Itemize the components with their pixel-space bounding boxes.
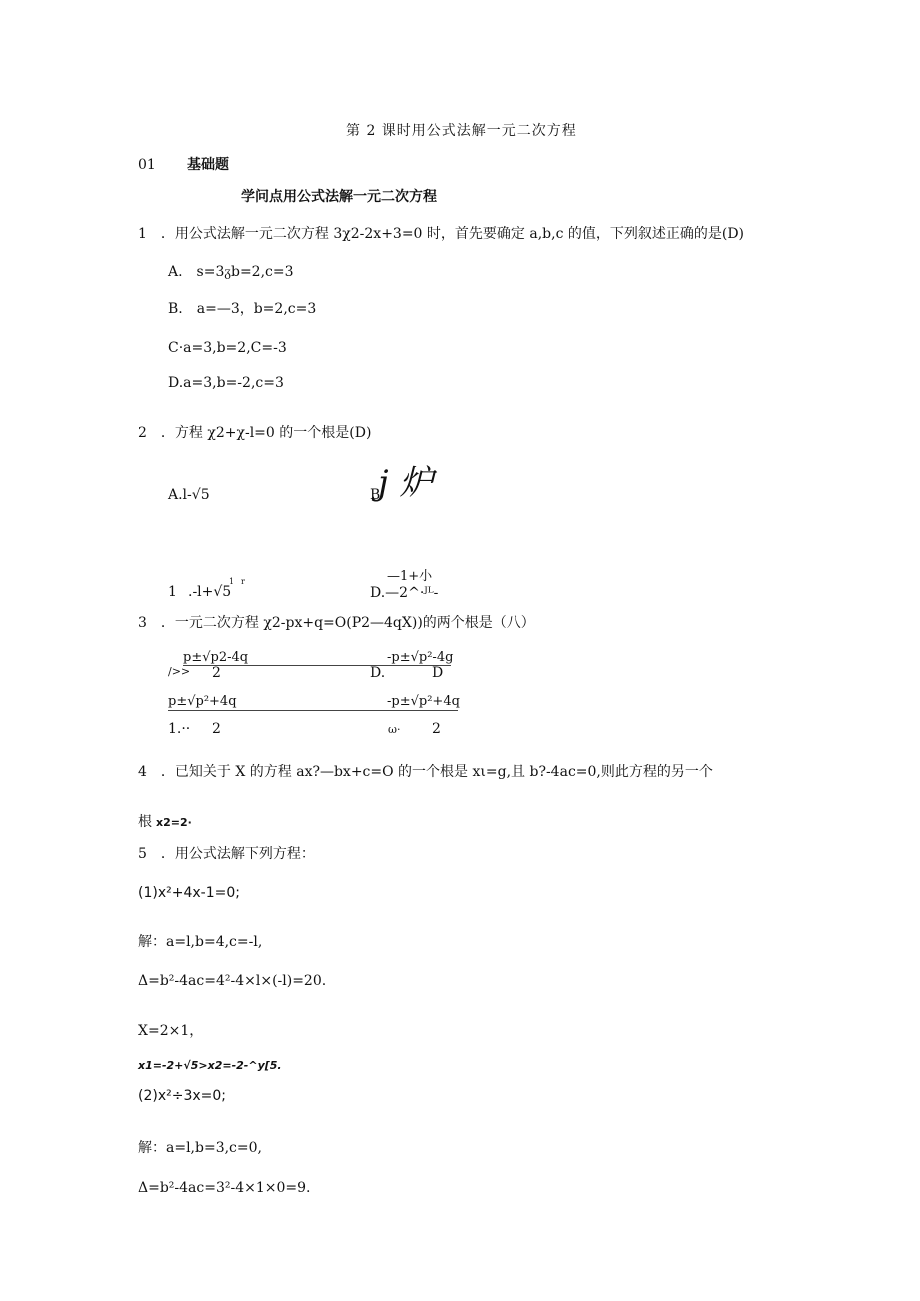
q3-option-b-numerator: -p±√p²-4g [387, 650, 454, 665]
q1-option-c: C·a=3,b=2,C=-3 [168, 340, 287, 356]
q2-option-c: .-l+√5 [188, 584, 232, 600]
q5-part1: (1)x²+4x-1=0; [138, 885, 240, 901]
q4-line2-prefix: 根 [138, 814, 152, 830]
q2-option-b-label: B [370, 487, 381, 503]
q2-option-d: D.—2^·ᴶᴸ- [370, 585, 439, 601]
q5-stem: 5 ．用公式法解下列方程： [138, 846, 315, 862]
q3-option-c-label: 1.·· [168, 721, 191, 737]
section-heading: 基础题 [187, 157, 229, 173]
q5-part2-solution-2: Δ=b²-4ac=3²-4×1×0=9. [138, 1180, 311, 1196]
q3-option-a-numerator: p±√p2-4q [183, 650, 249, 665]
q1-option-d: D.a=3,b=-2,c=3 [168, 375, 284, 391]
q1-option-a: A. s=3ᵹb=2,c=3 [168, 264, 294, 280]
q5-part1-solution-2: Δ=b²-4ac=4²-4×l×(-l)=20. [138, 973, 327, 989]
q5-part2-solution-1: 解：a=l,b=3,c=0, [138, 1140, 262, 1156]
q3-option-c-numerator: p±√p²+4q [168, 694, 237, 709]
q1-option-b: B. a=—3，b=2,c=3 [168, 301, 317, 317]
q2-option-d-top: —1+小 [387, 569, 433, 584]
q5-part1-solution-1: 解：a=l,b=4,c=-l, [138, 934, 263, 950]
q5-part2: (2)x²÷3x=0; [138, 1088, 227, 1104]
q2-option-b-scribble: j 炉 [378, 463, 434, 503]
q3-fraction-line-top [183, 665, 451, 666]
section-number: 01 [138, 157, 156, 173]
q3-option-b-label: D. [370, 665, 386, 681]
q5-part1-solution-3: X=2×1， [138, 1023, 204, 1039]
q3-option-b-denominator: D [432, 665, 444, 681]
q3-option-d-numerator: -p±√p²+4q [387, 694, 460, 709]
q3-stem: 3 ．一元二次方程 χ2-px+q=O(P2—4qX))的两个根是（八） [138, 615, 535, 631]
q2-option-a: A.l-√5 [168, 487, 210, 503]
q3-option-c-denominator: 2 [212, 721, 221, 737]
topic-heading: 学问点用公式法解一元二次方程 [241, 189, 437, 205]
q5-part1-solution-4: x1=-2+√5>x2=-2-^y[5. [138, 1059, 282, 1072]
q4-answer: x2=2· [156, 816, 192, 829]
q2-option-c-sup1: 1 [229, 577, 235, 586]
q4-stem: 4 ．已知关于 X 的方程 ax?—bx+c=O 的一个根是 xι=g,且 b?-4ac=0,则此方程的另一个 [138, 764, 713, 780]
q1-stem: 1 ．用公式法解一元二次方程 3χ2-2x+3=0 时，首先要确定 a,b,c 的值，下列叙述正确的是(D) [138, 226, 745, 242]
page-title: 第 2 课时用公式法解一元二次方程 [346, 123, 577, 139]
q3-option-a-label: />> [168, 665, 191, 678]
q3-option-a-denominator: 2 [212, 665, 221, 681]
q3-option-d-label: ω· [388, 723, 401, 736]
q2-stem: 2 ．方程 χ2+χ-l=0 的一个根是(D) [138, 425, 372, 441]
q2-option-c-number: 1 [168, 584, 177, 600]
q3-fraction-line-bottom [168, 710, 458, 711]
q2-option-c-sup2: r [241, 577, 245, 586]
q3-option-d-denominator: 2 [432, 721, 441, 737]
